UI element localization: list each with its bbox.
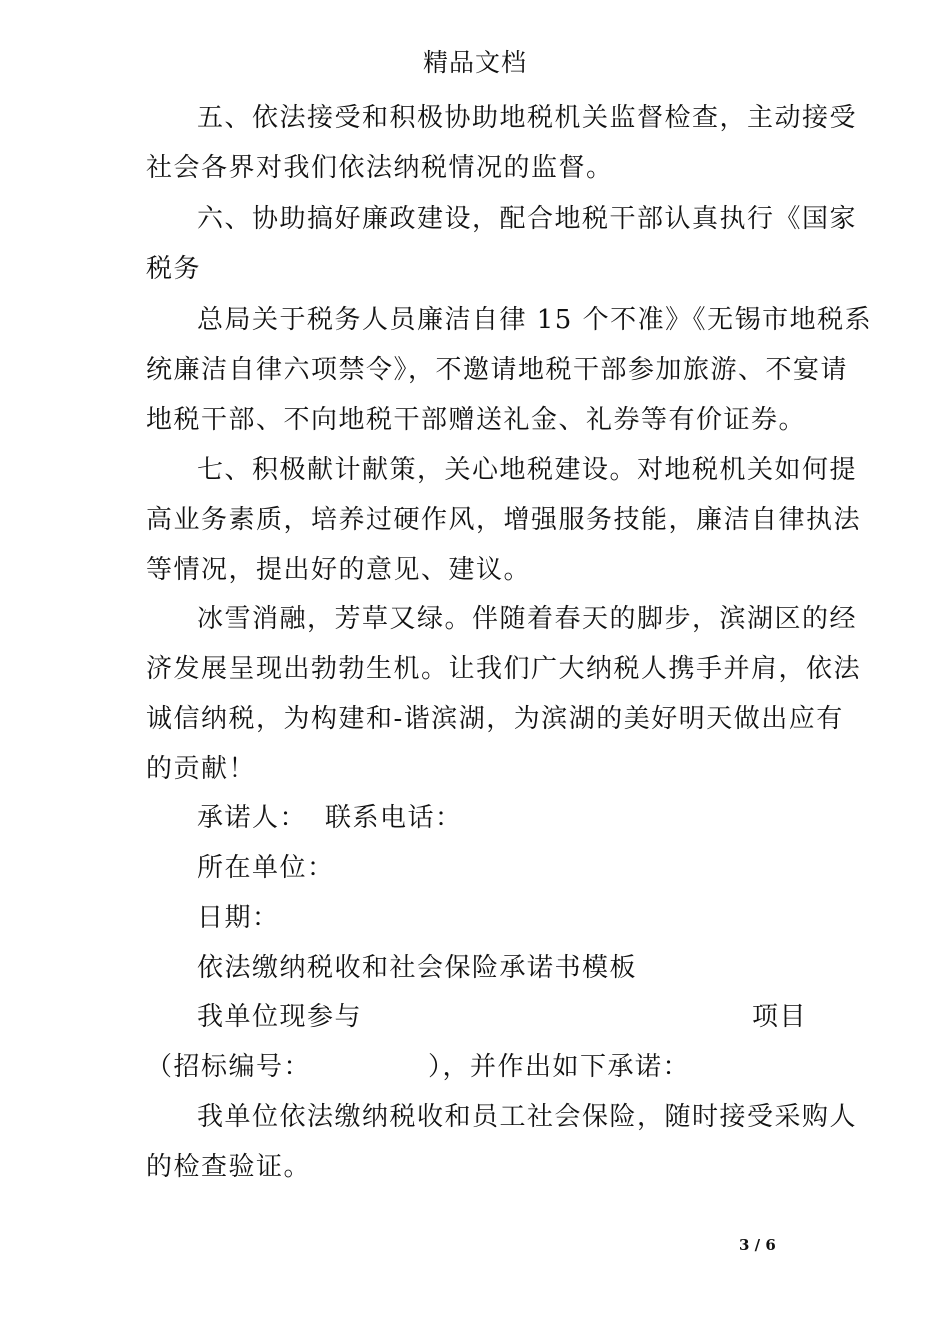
- paragraph-line: 冰雪消融，芳草又绿。伴随着春天的脚步，滨湖区的经: [197, 604, 858, 634]
- paragraph-line: 等情况，提出好的意见、建议。: [146, 555, 532, 585]
- template-title: 依法缴纳税收和社会保险承诺书模板: [197, 953, 638, 983]
- page-header: 精品文档: [422, 48, 527, 77]
- paragraph-line: 项目: [752, 1002, 808, 1032]
- paragraph-line: ），并作出如下承诺：: [428, 1052, 691, 1082]
- paragraph-line: 总局关于税务人员廉洁自律 15 个不准》《无锡市地税系: [197, 305, 873, 335]
- tender-number-label: （招标编号：: [146, 1052, 312, 1082]
- signature-line: [197, 801, 463, 835]
- unit-label: 所在单位：: [197, 853, 335, 883]
- phone-label: 联系电话：: [325, 803, 463, 833]
- paragraph-line: 的贡献！: [146, 754, 257, 784]
- paragraph-line: 税务: [146, 254, 202, 284]
- paragraph-line: 统廉洁自律六项禁令》，不邀请地税干部参加旅游、不宴请: [146, 355, 849, 385]
- paragraph-line: 诚信纳税，为构建和-谐滨湖，为滨湖的美好明天做出应有: [146, 704, 844, 734]
- paragraph-line: 我单位现参与: [197, 1002, 363, 1032]
- date-label: 日期：: [197, 903, 280, 933]
- paragraph-line: 我单位依法缴纳税收和员工社会保险，随时接受采购人: [197, 1102, 858, 1132]
- paragraph-line: 地税干部、不向地税干部赠送礼金、礼券等有价证券。: [146, 405, 807, 435]
- paragraph-line: 的检查验证。: [146, 1152, 312, 1182]
- paragraph-line: 六、协助搞好廉政建设，配合地税干部认真执行《国家: [197, 204, 858, 234]
- paragraph-line: 社会各界对我们依法纳税情况的监督。: [146, 153, 614, 183]
- promisor-label: 承诺人：: [197, 803, 308, 833]
- paragraph-line: 高业务素质，培养过硬作风，增强服务技能，廉洁自律执法: [146, 505, 862, 535]
- paragraph-line: 五、依法接受和积极协助地税机关监督检查，主动接受: [197, 103, 858, 133]
- paragraph-line: 七、积极献计献策，关心地税建设。对地税机关如何提: [197, 455, 858, 485]
- page-number: 3 / 6: [739, 1236, 776, 1254]
- paragraph-line: 济发展呈现出勃勃生机。让我们广大纳税人携手并肩，依法: [146, 654, 862, 684]
